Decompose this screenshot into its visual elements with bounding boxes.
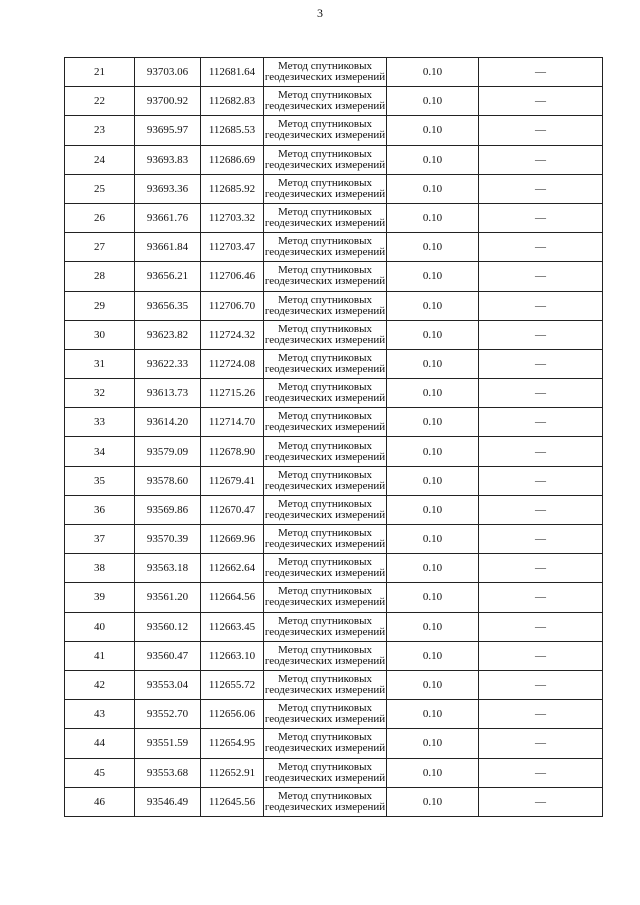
method-cell xyxy=(264,320,387,349)
coordinate-x-cell: 93546.49 xyxy=(135,787,201,816)
coordinate-x-cell: 93569.86 xyxy=(135,495,201,524)
method-cell xyxy=(264,554,387,583)
method-text: геодезических измерений xyxy=(264,684,386,697)
coordinate-x-cell: 93693.36 xyxy=(135,174,201,203)
accuracy-cell: 0.10 xyxy=(387,641,479,670)
method-cell xyxy=(264,525,387,554)
coordinates-table-body xyxy=(65,58,603,817)
note-cell: — xyxy=(479,408,603,437)
coordinate-x-cell: 93703.06 xyxy=(135,58,201,87)
point-number-cell: 26 xyxy=(65,203,135,232)
point-number-cell: 40 xyxy=(65,612,135,641)
method-cell xyxy=(264,145,387,174)
method-text: геодезических измерений xyxy=(264,71,386,84)
point-number-cell: 27 xyxy=(65,233,135,262)
accuracy-cell: 0.10 xyxy=(387,554,479,583)
coordinate-x-cell: 93656.21 xyxy=(135,262,201,291)
coordinate-x-cell: 93656.35 xyxy=(135,291,201,320)
point-number-cell: 28 xyxy=(65,262,135,291)
coordinate-y-cell: 112656.06 xyxy=(201,700,264,729)
table-row xyxy=(65,233,603,262)
point-number-cell: 33 xyxy=(65,408,135,437)
method-text: геодезических измерений xyxy=(264,596,386,609)
accuracy-cell: 0.10 xyxy=(387,525,479,554)
table-row xyxy=(65,87,603,116)
method-text: геодезических измерений xyxy=(264,713,386,726)
note-cell: — xyxy=(479,495,603,524)
accuracy-cell: 0.10 xyxy=(387,291,479,320)
method-cell xyxy=(264,583,387,612)
method-cell xyxy=(264,262,387,291)
coordinate-x-cell: 93661.84 xyxy=(135,233,201,262)
method-text: геодезических измерений xyxy=(264,158,386,171)
accuracy-cell: 0.10 xyxy=(387,262,479,291)
table-row xyxy=(65,729,603,758)
table-row xyxy=(65,700,603,729)
method-text: Метод спутниковых xyxy=(278,176,372,189)
method-text: Метод спутниковых xyxy=(278,468,372,481)
coordinate-y-cell: 112664.56 xyxy=(201,583,264,612)
method-cell xyxy=(264,408,387,437)
method-text: геодезических измерений xyxy=(264,800,386,813)
point-number-cell: 46 xyxy=(65,787,135,816)
table-row xyxy=(65,203,603,232)
method-text: геодезических измерений xyxy=(264,217,386,230)
table-row xyxy=(65,262,603,291)
method-text: Метод спутниковых xyxy=(278,556,372,569)
method-text: Метод спутниковых xyxy=(278,118,372,131)
method-text: геодезических измерений xyxy=(264,246,386,259)
method-text: геодезических измерений xyxy=(264,538,386,551)
table-row xyxy=(65,495,603,524)
table-row xyxy=(65,525,603,554)
coordinate-x-cell: 93560.12 xyxy=(135,612,201,641)
method-text: геодезических измерений xyxy=(264,742,386,755)
method-text: Метод спутниковых xyxy=(278,293,372,306)
point-number-cell: 21 xyxy=(65,58,135,87)
table-row xyxy=(65,145,603,174)
table-row xyxy=(65,787,603,816)
method-text: Метод спутниковых xyxy=(278,206,372,219)
method-cell xyxy=(264,495,387,524)
note-cell: — xyxy=(479,233,603,262)
table-row xyxy=(65,320,603,349)
accuracy-cell: 0.10 xyxy=(387,583,479,612)
point-number-cell: 42 xyxy=(65,670,135,699)
accuracy-cell: 0.10 xyxy=(387,495,479,524)
coordinate-x-cell: 93570.39 xyxy=(135,525,201,554)
method-cell xyxy=(264,787,387,816)
accuracy-cell: 0.10 xyxy=(387,349,479,378)
coordinate-y-cell: 112678.90 xyxy=(201,437,264,466)
method-cell xyxy=(264,729,387,758)
coordinate-y-cell: 112679.41 xyxy=(201,466,264,495)
method-text: Метод спутниковых xyxy=(278,760,372,773)
table-row xyxy=(65,174,603,203)
note-cell: — xyxy=(479,87,603,116)
coordinate-y-cell: 112703.32 xyxy=(201,203,264,232)
method-text: Метод спутниковых xyxy=(278,235,372,248)
note-cell: — xyxy=(479,203,603,232)
coordinate-y-cell: 112715.26 xyxy=(201,379,264,408)
table-row xyxy=(65,670,603,699)
method-text: геодезических измерений xyxy=(264,333,386,346)
table-row xyxy=(65,641,603,670)
coordinate-x-cell: 93623.82 xyxy=(135,320,201,349)
method-text: Метод спутниковых xyxy=(278,789,372,802)
coordinate-x-cell: 93622.33 xyxy=(135,349,201,378)
method-text: геодезических измерений xyxy=(264,625,386,638)
coordinate-y-cell: 112706.70 xyxy=(201,291,264,320)
method-cell xyxy=(264,379,387,408)
method-text: геодезических измерений xyxy=(264,362,386,375)
method-cell xyxy=(264,87,387,116)
method-text: геодезических измерений xyxy=(264,771,386,784)
coordinate-x-cell: 93695.97 xyxy=(135,116,201,145)
note-cell: — xyxy=(479,379,603,408)
accuracy-cell: 0.10 xyxy=(387,437,479,466)
coordinates-table xyxy=(64,57,603,817)
coordinate-x-cell: 93579.09 xyxy=(135,437,201,466)
method-cell xyxy=(264,174,387,203)
accuracy-cell: 0.10 xyxy=(387,145,479,174)
accuracy-cell: 0.10 xyxy=(387,700,479,729)
coordinate-y-cell: 112706.46 xyxy=(201,262,264,291)
table-row xyxy=(65,116,603,145)
coordinate-y-cell: 112724.08 xyxy=(201,349,264,378)
method-cell xyxy=(264,437,387,466)
note-cell: — xyxy=(479,116,603,145)
method-text: Метод спутниковых xyxy=(278,381,372,394)
coordinate-y-cell: 112669.96 xyxy=(201,525,264,554)
point-number-cell: 23 xyxy=(65,116,135,145)
method-text: геодезических измерений xyxy=(264,392,386,405)
coordinate-y-cell: 112652.91 xyxy=(201,758,264,787)
coordinate-x-cell: 93553.04 xyxy=(135,670,201,699)
coordinate-y-cell: 112645.56 xyxy=(201,787,264,816)
point-number-cell: 35 xyxy=(65,466,135,495)
coordinate-y-cell: 112681.64 xyxy=(201,58,264,87)
accuracy-cell: 0.10 xyxy=(387,787,479,816)
method-text: геодезических измерений xyxy=(264,421,386,434)
coordinate-x-cell: 93613.73 xyxy=(135,379,201,408)
method-text: Метод спутниковых xyxy=(278,89,372,102)
note-cell: — xyxy=(479,729,603,758)
accuracy-cell: 0.10 xyxy=(387,408,479,437)
accuracy-cell: 0.10 xyxy=(387,379,479,408)
accuracy-cell: 0.10 xyxy=(387,87,479,116)
point-number-cell: 41 xyxy=(65,641,135,670)
method-text: Метод спутниковых xyxy=(278,147,372,160)
point-number-cell: 24 xyxy=(65,145,135,174)
accuracy-cell: 0.10 xyxy=(387,174,479,203)
note-cell: — xyxy=(479,612,603,641)
point-number-cell: 29 xyxy=(65,291,135,320)
coordinate-x-cell: 93552.70 xyxy=(135,700,201,729)
coordinate-x-cell: 93560.47 xyxy=(135,641,201,670)
method-text: геодезических измерений xyxy=(264,450,386,463)
point-number-cell: 37 xyxy=(65,525,135,554)
coordinate-y-cell: 112724.32 xyxy=(201,320,264,349)
method-text: геодезических измерений xyxy=(264,508,386,521)
note-cell: — xyxy=(479,145,603,174)
point-number-cell: 38 xyxy=(65,554,135,583)
table-row xyxy=(65,291,603,320)
accuracy-cell: 0.10 xyxy=(387,116,479,145)
method-text: геодезических измерений xyxy=(264,100,386,113)
coordinate-y-cell: 112714.70 xyxy=(201,408,264,437)
method-text: геодезических измерений xyxy=(264,187,386,200)
accuracy-cell: 0.10 xyxy=(387,58,479,87)
coordinate-y-cell: 112663.10 xyxy=(201,641,264,670)
method-text: Метод спутниковых xyxy=(278,643,372,656)
note-cell: — xyxy=(479,554,603,583)
accuracy-cell: 0.10 xyxy=(387,466,479,495)
table-row xyxy=(65,58,603,87)
table-row xyxy=(65,583,603,612)
point-number-cell: 43 xyxy=(65,700,135,729)
point-number-cell: 25 xyxy=(65,174,135,203)
coordinate-y-cell: 112685.92 xyxy=(201,174,264,203)
table-row xyxy=(65,612,603,641)
note-cell: — xyxy=(479,525,603,554)
note-cell: — xyxy=(479,58,603,87)
method-text: геодезических измерений xyxy=(264,275,386,288)
note-cell: — xyxy=(479,583,603,612)
accuracy-cell: 0.10 xyxy=(387,729,479,758)
table-row xyxy=(65,758,603,787)
point-number-cell: 36 xyxy=(65,495,135,524)
point-number-cell: 22 xyxy=(65,87,135,116)
method-cell xyxy=(264,58,387,87)
accuracy-cell: 0.10 xyxy=(387,320,479,349)
method-text: Метод спутниковых xyxy=(278,60,372,73)
note-cell: — xyxy=(479,670,603,699)
coordinate-y-cell: 112655.72 xyxy=(201,670,264,699)
coordinate-y-cell: 112682.83 xyxy=(201,87,264,116)
table-row xyxy=(65,466,603,495)
note-cell: — xyxy=(479,174,603,203)
method-cell xyxy=(264,758,387,787)
note-cell: — xyxy=(479,349,603,378)
coordinate-y-cell: 112686.69 xyxy=(201,145,264,174)
note-cell: — xyxy=(479,758,603,787)
coordinate-x-cell: 93553.68 xyxy=(135,758,201,787)
method-cell xyxy=(264,116,387,145)
table-row xyxy=(65,437,603,466)
note-cell: — xyxy=(479,787,603,816)
accuracy-cell: 0.10 xyxy=(387,758,479,787)
accuracy-cell: 0.10 xyxy=(387,612,479,641)
method-text: Метод спутниковых xyxy=(278,673,372,686)
coordinate-x-cell: 93561.20 xyxy=(135,583,201,612)
coordinate-x-cell: 93551.59 xyxy=(135,729,201,758)
point-number-cell: 34 xyxy=(65,437,135,466)
table-row xyxy=(65,379,603,408)
method-text: геодезических измерений xyxy=(264,304,386,317)
method-text: Метод спутниковых xyxy=(278,322,372,335)
coordinate-y-cell: 112703.47 xyxy=(201,233,264,262)
table-row xyxy=(65,554,603,583)
note-cell: — xyxy=(479,437,603,466)
point-number-cell: 32 xyxy=(65,379,135,408)
method-text: Метод спутниковых xyxy=(278,614,372,627)
page-number: 3 xyxy=(317,6,323,20)
coordinate-y-cell: 112654.95 xyxy=(201,729,264,758)
method-text: геодезических измерений xyxy=(264,567,386,580)
method-cell xyxy=(264,700,387,729)
accuracy-cell: 0.10 xyxy=(387,203,479,232)
coordinate-x-cell: 93693.83 xyxy=(135,145,201,174)
note-cell: — xyxy=(479,641,603,670)
note-cell: — xyxy=(479,291,603,320)
method-text: Метод спутниковых xyxy=(278,410,372,423)
method-text: Метод спутниковых xyxy=(278,702,372,715)
method-text: Метод спутниковых xyxy=(278,585,372,598)
method-cell xyxy=(264,291,387,320)
table-row xyxy=(65,349,603,378)
method-text: Метод спутниковых xyxy=(278,439,372,452)
method-text: геодезических измерений xyxy=(264,654,386,667)
point-number-cell: 30 xyxy=(65,320,135,349)
coordinate-x-cell: 93661.76 xyxy=(135,203,201,232)
coordinate-y-cell: 112670.47 xyxy=(201,495,264,524)
coordinate-x-cell: 93700.92 xyxy=(135,87,201,116)
point-number-cell: 39 xyxy=(65,583,135,612)
coordinate-y-cell: 112662.64 xyxy=(201,554,264,583)
method-cell xyxy=(264,349,387,378)
coordinate-x-cell: 93578.60 xyxy=(135,466,201,495)
coordinate-x-cell: 93614.20 xyxy=(135,408,201,437)
method-text: Метод спутниковых xyxy=(278,351,372,364)
method-cell xyxy=(264,466,387,495)
accuracy-cell: 0.10 xyxy=(387,233,479,262)
coordinate-y-cell: 112663.45 xyxy=(201,612,264,641)
method-text: Метод спутниковых xyxy=(278,527,372,540)
method-cell xyxy=(264,641,387,670)
table-row xyxy=(65,408,603,437)
point-number-cell: 45 xyxy=(65,758,135,787)
note-cell: — xyxy=(479,262,603,291)
method-text: геодезических измерений xyxy=(264,129,386,142)
accuracy-cell: 0.10 xyxy=(387,670,479,699)
coordinate-y-cell: 112685.53 xyxy=(201,116,264,145)
coordinate-x-cell: 93563.18 xyxy=(135,554,201,583)
method-cell xyxy=(264,670,387,699)
point-number-cell: 31 xyxy=(65,349,135,378)
method-cell xyxy=(264,233,387,262)
method-text: Метод спутниковых xyxy=(278,497,372,510)
note-cell: — xyxy=(479,320,603,349)
method-text: Метод спутниковых xyxy=(278,731,372,744)
method-cell xyxy=(264,612,387,641)
method-text: Метод спутниковых xyxy=(278,264,372,277)
note-cell: — xyxy=(479,700,603,729)
method-cell xyxy=(264,203,387,232)
point-number-cell: 44 xyxy=(65,729,135,758)
method-text: геодезических измерений xyxy=(264,479,386,492)
note-cell: — xyxy=(479,466,603,495)
